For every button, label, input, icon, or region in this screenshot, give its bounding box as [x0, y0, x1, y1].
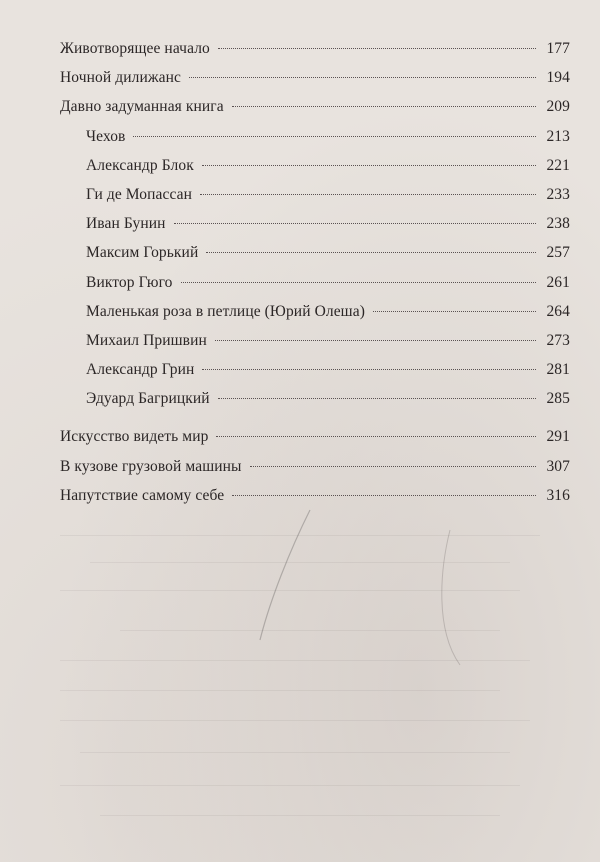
- toc-dot-leader: [206, 252, 536, 253]
- toc-entry-page: 209: [546, 98, 570, 116]
- toc-entry: [60, 69, 570, 98]
- toc-dot-leader: [189, 77, 536, 78]
- toc-subentry: [60, 361, 570, 390]
- toc-entry: [60, 98, 570, 127]
- toc-subentry: [60, 274, 570, 303]
- toc-entry-title: Искусство видеть мир: [60, 428, 209, 446]
- toc-subentry: [60, 215, 570, 244]
- toc-subentry: [60, 157, 570, 186]
- bleed-through-line: [60, 720, 530, 721]
- toc-entry-page: 316: [546, 486, 570, 504]
- toc-entry-title: Иван Бунин: [86, 215, 166, 233]
- toc-entry-page: 233: [546, 185, 570, 203]
- table-of-contents: [60, 40, 570, 516]
- toc-entry-page: 261: [546, 273, 570, 291]
- toc-dot-leader: [218, 48, 536, 49]
- toc-entry-title: Ги де Мопассан: [86, 185, 193, 203]
- toc-entry-title: Чехов: [86, 127, 126, 145]
- toc-dot-leader: [250, 466, 536, 467]
- toc-entry-title: Маленькая роза в петлице (Юрий Олеша): [86, 302, 365, 320]
- toc-dot-leader: [200, 194, 536, 195]
- toc-entry-page: 273: [546, 331, 570, 349]
- bleed-through-line: [80, 752, 510, 753]
- bleed-through-line: [100, 815, 500, 816]
- toc-entry-title: Животворящее начало: [60, 40, 210, 57]
- toc-dot-leader: [202, 369, 536, 370]
- toc-entry-title: Михаил Пришвин: [86, 331, 207, 349]
- toc-entry-page: 307: [546, 457, 570, 475]
- toc-entry-title: Виктор Гюго: [86, 273, 173, 291]
- toc-entry-title: Александр Грин: [86, 361, 195, 379]
- toc-entry: [60, 458, 570, 487]
- toc-subentry: [60, 186, 570, 215]
- toc-dot-leader: [174, 223, 536, 224]
- toc-dot-leader: [181, 282, 537, 283]
- toc-subentry: [60, 303, 570, 332]
- toc-dot-leader: [133, 136, 536, 137]
- toc-entry-title: Давно задуманная книга: [60, 98, 224, 116]
- bleed-through-line: [60, 785, 520, 786]
- toc-subentry: [60, 332, 570, 361]
- bleed-through-line: [60, 690, 500, 691]
- toc-entry-page: 264: [546, 302, 570, 320]
- toc-entry-title: Александр Блок: [86, 156, 194, 174]
- toc-entry: [60, 487, 570, 516]
- toc-dot-leader: [216, 436, 536, 437]
- toc-entry-page: 281: [546, 361, 570, 379]
- toc-entry-page: 285: [546, 390, 570, 408]
- toc-subentry: [60, 244, 570, 273]
- toc-entry-title: Эдуард Багрицкий: [86, 390, 210, 408]
- toc-dot-leader: [373, 311, 536, 312]
- toc-subentry: [60, 390, 570, 419]
- toc-entry-title: Максим Горький: [86, 244, 199, 262]
- toc-dot-leader: [202, 165, 536, 166]
- toc-dot-leader: [232, 495, 536, 496]
- toc-entry-page: 177: [546, 40, 570, 57]
- toc-entry-page: 257: [546, 244, 570, 262]
- toc-entry-page: 291: [546, 428, 570, 446]
- toc-entry-page: 238: [546, 215, 570, 233]
- toc-entry-title: Напутствие самому себе: [60, 486, 225, 504]
- toc-entry-page: 213: [546, 127, 570, 145]
- toc-entry-title: В кузове грузовой машины: [60, 457, 242, 475]
- toc-dot-leader: [232, 106, 536, 107]
- toc-entry: [60, 40, 570, 69]
- toc-entry-page: 194: [546, 69, 570, 87]
- toc-dot-leader: [215, 340, 536, 341]
- toc-dot-leader: [218, 398, 536, 399]
- toc-entry-page: 221: [546, 156, 570, 174]
- toc-entry-title: Ночной дилижанс: [60, 69, 182, 87]
- toc-subentry: [60, 128, 570, 157]
- toc-entry: [60, 428, 570, 457]
